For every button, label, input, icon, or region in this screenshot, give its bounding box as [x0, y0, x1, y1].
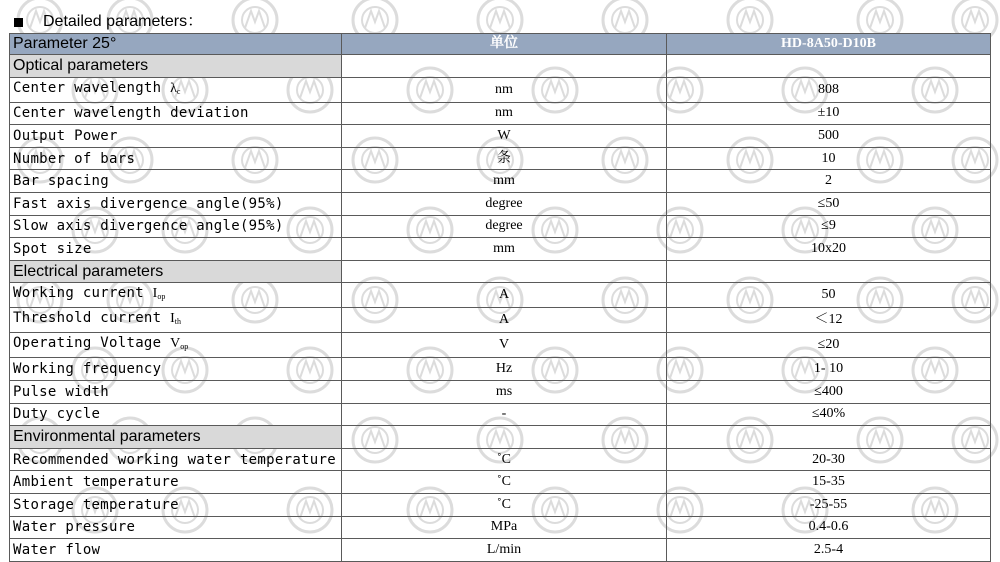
value-cell: ≤9 — [667, 215, 991, 238]
parameter-label-text: Operating Voltage — [13, 335, 171, 352]
unit-cell: V — [342, 333, 667, 358]
value-cell: 2 — [667, 170, 991, 193]
table-row — [10, 403, 991, 426]
parameter-label-text: Water flow — [13, 541, 101, 558]
unit-cell: MPa — [342, 516, 667, 539]
parameter-subscript: op — [157, 292, 166, 302]
parameter-symbol: I — [152, 286, 158, 302]
value-cell: -25-55 — [667, 493, 991, 516]
parameter-label — [10, 147, 342, 170]
unit-cell: degree — [342, 215, 667, 238]
parameter-symbol: V — [170, 336, 181, 352]
parameter-label — [10, 403, 342, 426]
value-cell: 2.5-4 — [667, 539, 991, 562]
table-row — [10, 102, 991, 125]
section-empty-cell — [667, 426, 991, 449]
parameter-label-text: Working current — [13, 285, 153, 302]
table-row — [10, 308, 991, 333]
unit-cell: ˚C — [342, 448, 667, 471]
parameter-label-text: Bar spacing — [13, 173, 110, 190]
unit-cell: mm — [342, 170, 667, 193]
table-row — [10, 380, 991, 403]
table-row — [10, 77, 991, 102]
table-row — [10, 493, 991, 516]
parameter-subscript: op — [180, 342, 189, 352]
unit-cell: mm — [342, 238, 667, 261]
parameter-label-text: Center wavelength deviation — [13, 105, 249, 122]
value-cell: 0.4-0.6 — [667, 516, 991, 539]
table-row — [10, 238, 991, 261]
parameter-label-text: Duty cycle — [13, 406, 101, 423]
value-cell: ≤400 — [667, 380, 991, 403]
parameter-label — [10, 238, 342, 261]
parameter-label-text: Spot size — [13, 240, 92, 257]
value-cell: 50 — [667, 283, 991, 308]
unit-cell: W — [342, 125, 667, 148]
value-cell: ≤40% — [667, 403, 991, 426]
parameter-label-text: Ambient temperature — [13, 474, 179, 491]
parameter-symbol: λ — [170, 80, 177, 96]
table-row — [10, 147, 991, 170]
parameter-label — [10, 283, 342, 308]
parameter-label-text: Recommended working water temperature — [13, 451, 336, 468]
parameter-label — [10, 516, 342, 539]
table-row — [10, 448, 991, 471]
unit-cell: degree — [342, 192, 667, 215]
parameter-label — [10, 333, 342, 358]
parameter-label-text: Output Power — [13, 127, 118, 144]
parameter-label — [10, 380, 342, 403]
value-cell: ≤20 — [667, 333, 991, 358]
unit-cell: A — [342, 308, 667, 333]
header-parameter: Parameter 25° — [10, 34, 342, 55]
parameter-label-text: Fast axis divergence angle(95%) — [13, 195, 284, 212]
value-cell: ≤50 — [667, 192, 991, 215]
parameter-label-text: Storage temperature — [13, 496, 179, 513]
section-title: Environmental parameters — [10, 426, 342, 449]
table-row — [10, 358, 991, 381]
section-empty-cell — [342, 55, 667, 78]
parameter-label — [10, 215, 342, 238]
unit-cell: - — [342, 403, 667, 426]
parameter-label — [10, 539, 342, 562]
table-row — [10, 192, 991, 215]
table-row — [10, 215, 991, 238]
parameter-label-text: Water pressure — [13, 519, 136, 536]
section-row — [10, 55, 991, 78]
parameter-symbol: I — [170, 311, 175, 327]
parameter-subscript: c — [176, 86, 181, 96]
unit-cell: 条 — [342, 147, 667, 170]
parameter-label — [10, 102, 342, 125]
parameter-label-text: Working frequency — [13, 361, 162, 378]
table-header-row — [10, 34, 991, 55]
unit-cell: A — [342, 283, 667, 308]
unit-cell: ˚C — [342, 471, 667, 494]
unit-cell: ˚C — [342, 493, 667, 516]
value-cell: 1- 10 — [667, 358, 991, 381]
parameter-label — [10, 358, 342, 381]
table-row — [10, 516, 991, 539]
parameter-label — [10, 448, 342, 471]
value-cell: 20-30 — [667, 448, 991, 471]
header-unit: 单位 — [342, 34, 667, 55]
table-row — [10, 539, 991, 562]
parameter-label — [10, 125, 342, 148]
value-cell: 10 — [667, 147, 991, 170]
parameter-label-text: Number of bars — [13, 150, 136, 167]
parameter-label — [10, 192, 342, 215]
unit-cell: nm — [342, 77, 667, 102]
parameters-table — [9, 33, 991, 562]
parameter-label — [10, 308, 342, 333]
parameter-label — [10, 493, 342, 516]
table-row — [10, 170, 991, 193]
parameter-label — [10, 77, 342, 102]
section-row — [10, 426, 991, 449]
value-cell: 500 — [667, 125, 991, 148]
table-row — [10, 333, 991, 358]
value-cell: ±10 — [667, 102, 991, 125]
value-cell: ＜12 — [667, 308, 991, 333]
parameter-label-text: Threshold current — [13, 310, 171, 327]
table-row — [10, 125, 991, 148]
unit-cell: ms — [342, 380, 667, 403]
section-row — [10, 260, 991, 283]
header-model: HD-8A50-D10B — [667, 34, 991, 55]
parameter-subscript: th — [174, 317, 182, 327]
value-cell: 15-35 — [667, 471, 991, 494]
table-row — [10, 283, 991, 308]
table-row — [10, 471, 991, 494]
unit-cell: L/min — [342, 539, 667, 562]
page-heading-text: Detailed parameters： — [43, 13, 204, 30]
section-empty-cell — [667, 260, 991, 283]
parameter-label — [10, 471, 342, 494]
section-title: Optical parameters — [10, 55, 342, 78]
section-empty-cell — [342, 426, 667, 449]
parameter-label-text: Slow axis divergence angle(95%) — [13, 218, 284, 235]
unit-cell: Hz — [342, 358, 667, 381]
value-cell: 808 — [667, 77, 991, 102]
parameter-label-text: Center wavelength — [13, 79, 171, 96]
parameter-label — [10, 170, 342, 193]
section-empty-cell — [342, 260, 667, 283]
page-heading — [14, 11, 203, 33]
value-cell: 10x20 — [667, 238, 991, 261]
section-title: Electrical parameters — [10, 260, 342, 283]
parameter-label-text: Pulse width — [13, 383, 110, 400]
square-bullet-icon — [14, 18, 23, 27]
section-empty-cell — [667, 55, 991, 78]
unit-cell: nm — [342, 102, 667, 125]
